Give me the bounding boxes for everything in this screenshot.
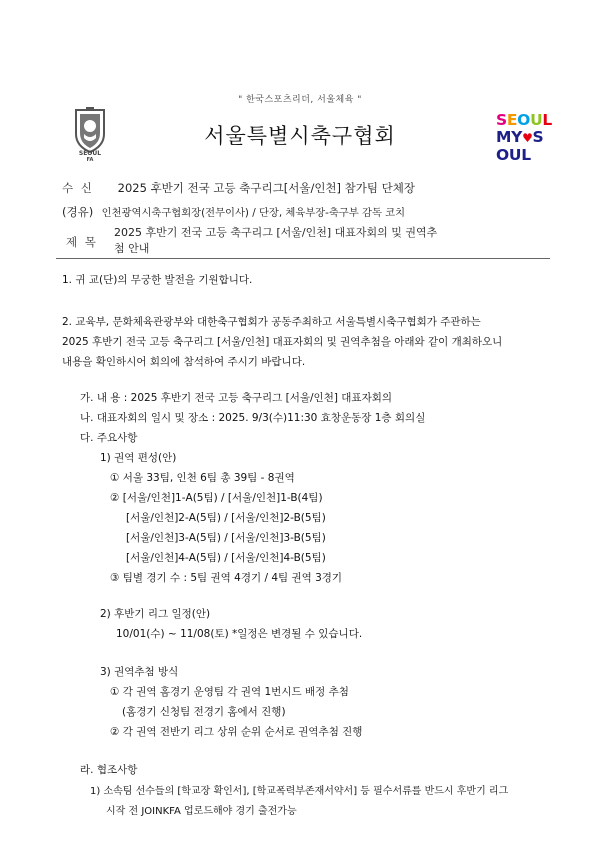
section-3-b: ② 각 권역 전반기 리그 상위 순위 순서로 권역추첨 진행 [110, 726, 363, 738]
item-na: 나. 대표자회의 일시 및 장소 : 2025. 9/3(수)11:30 효창운동장 1층 회의실 [80, 412, 426, 424]
section-1-a: ① 서울 33팀, 인천 6팀 총 39팀 - 8권역 [110, 472, 295, 484]
logo-caption-seoul: SEOUL [78, 150, 102, 157]
section-3-title: 3) 권역추첨 방식 [100, 666, 179, 678]
logo-mysoul-text: MY♥SOUL [496, 128, 544, 164]
section-3-a-note: (홈경기 신청팀 전경기 홈에서 진행) [122, 706, 286, 718]
paragraph-2-line-1: 2. 교육부, 문화체육관광부와 대한축구협회가 공동주최하고 서울특별시축구협회가 주관하는 [62, 316, 481, 328]
section-1-b1: ② [서울/인천]1-A(5팀) / [서울/인천]1-B(4팀) [110, 492, 323, 504]
via-label: (경유) [62, 205, 94, 219]
paragraph-2-line-3: 내용을 확인하시어 회의에 참석하여 주시기 바랍니다. [62, 356, 306, 368]
subject-label-wrap [66, 228, 118, 249]
section-1-b3: [서울/인천]3-A(5팀) / [서울/인천]3-B(5팀) [126, 532, 326, 544]
item-ra-1-line-1: 1) 소속팀 선수들의 [학교장 확인서], [학교폭력부존재서약서] 등 필수서류를 반드시 후반기 리그 [90, 786, 509, 797]
motto: " 한국스포츠리더, 서울체육 " [238, 95, 362, 105]
section-2-title: 2) 후반기 리그 일정(안) [100, 608, 211, 620]
section-3-a: ① 각 권역 홈경기 운영팀 각 권역 1번시드 배정 추첨 [110, 686, 349, 698]
section-1-b4: [서울/인천]4-A(5팀) / [서울/인천]4-B(5팀) [126, 552, 326, 564]
section-1-b2: [서울/인천]2-A(5팀) / [서울/인천]2-B(5팀) [126, 512, 326, 524]
subject-line-1: 2025 후반기 전국 고등 축구리그 [서울/인천] 대표자회의 및 권역추 [114, 226, 438, 239]
section-1-c: ③ 팀별 경기 수 : 5팀 권역 4경기 / 4팀 권역 3경기 [110, 572, 343, 584]
via-row [62, 204, 405, 220]
logo-caption-fa: FA [86, 157, 94, 163]
logo-seoul-text: SEOUL [496, 111, 552, 129]
recipient-label: 수 신 [62, 181, 94, 195]
item-ra: 라. 협조사항 [80, 764, 138, 776]
section-2-value: 10/01(수) ~ 11/08(토) *일정은 변경될 수 있습니다. [116, 628, 363, 640]
subject-line-2: 첨 안내 [114, 242, 150, 255]
header-divider [56, 258, 550, 259]
via-value: 인천광역시축구협회장(전무이사) / 단장, 체육부장-축구부 감독 코치 [101, 207, 406, 219]
item-ga: 가. 내 용 : 2025 후반기 전국 고등 축구리그 [서울/인천] 대표자회의 [80, 392, 392, 404]
organization-title: 서울특별시축구협회 [204, 124, 396, 148]
seoul-my-soul-logo [496, 111, 554, 164]
recipient-value: 2025 후반기 전국 고등 축구리그[서울/인천] 참가팀 단체장 [117, 181, 415, 195]
paragraph-2-line-2: 2025 후반기 전국 고등 축구리그 [서울/인천] 대표자회의 및 권역추첨을 아래와 같이 개최하오니 [62, 336, 503, 348]
paragraph-1: 1. 귀 교(단)의 무궁한 발전을 기원합니다. [62, 274, 253, 286]
section-1-title: 1) 권역 편성(안) [100, 452, 177, 464]
item-da: 다. 주요사항 [80, 432, 138, 444]
item-ra-1-line-2: 시작 전 JOINKFA 업로드해야 경기 출전가능 [106, 806, 297, 817]
recipient-row [62, 180, 415, 196]
subject-label: 제 목 [66, 235, 98, 249]
